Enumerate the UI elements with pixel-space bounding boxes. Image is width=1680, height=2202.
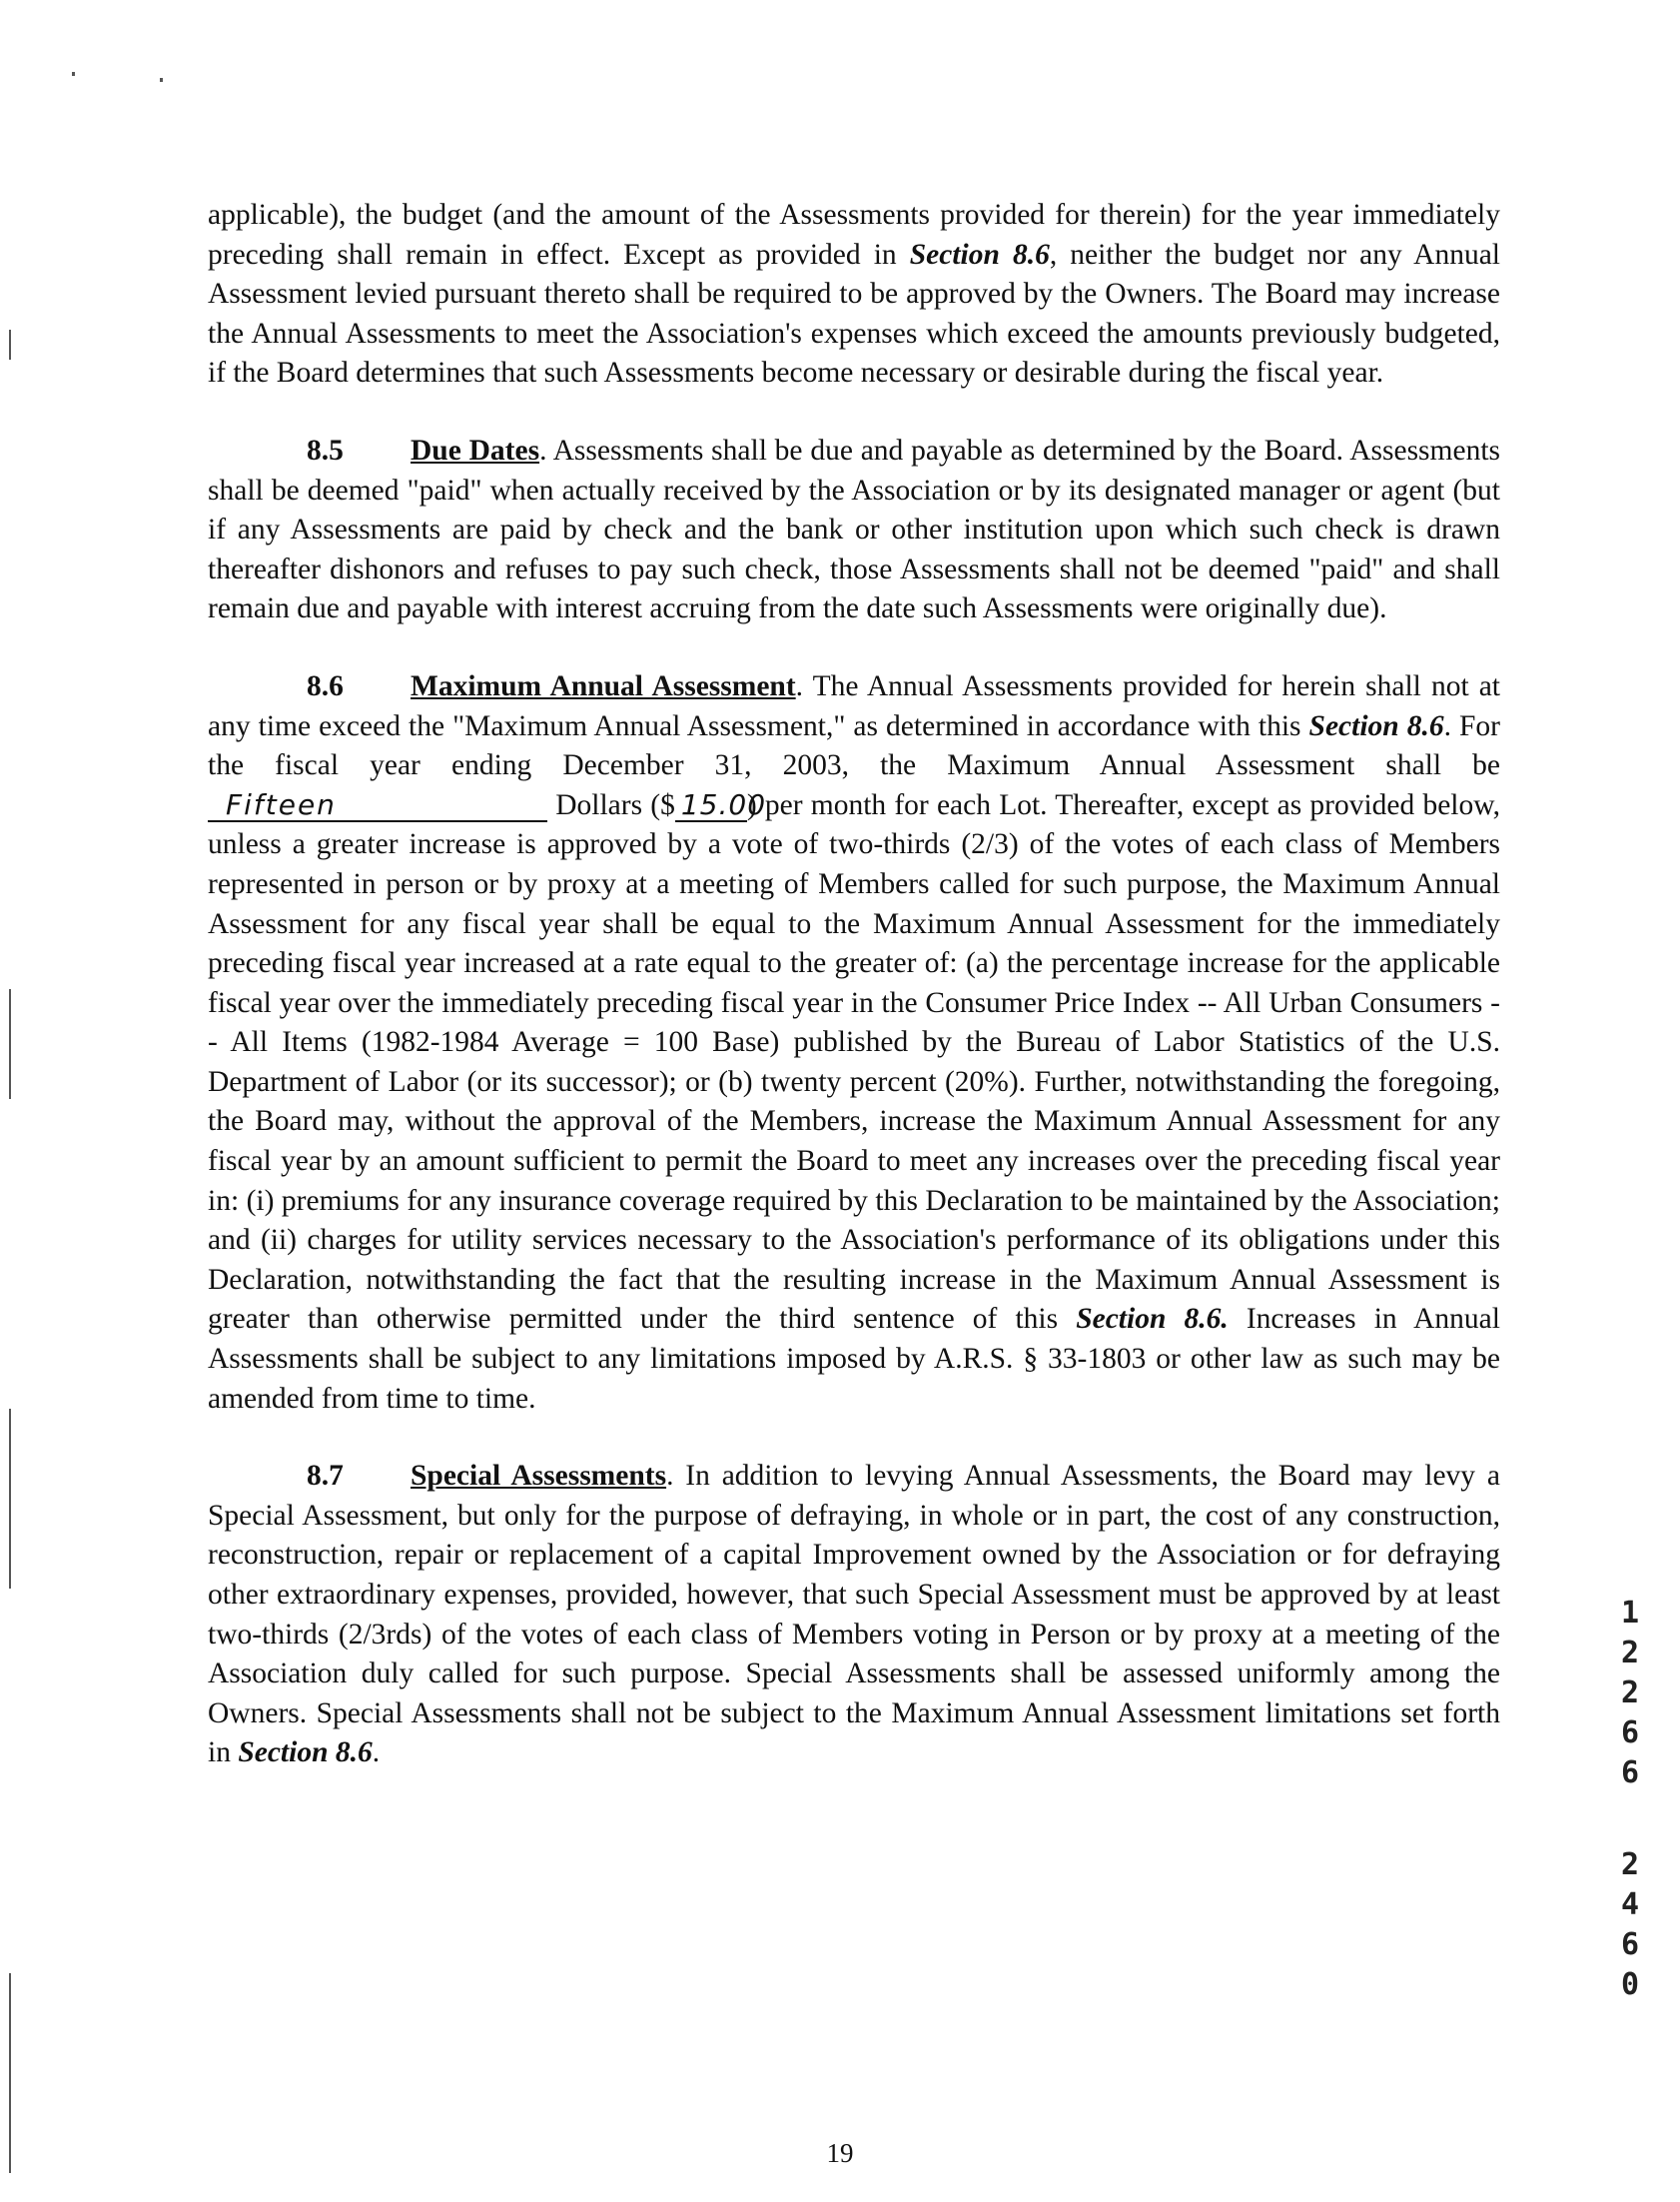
stamp-digit: 2	[1620, 1636, 1640, 1670]
section-number: 8.5	[307, 434, 344, 467]
handwritten-words: Fifteen	[226, 787, 337, 821]
scan-artifact	[72, 72, 75, 76]
section-reference: Section 8.6	[909, 238, 1050, 271]
stamp-digit: 6	[1620, 1755, 1640, 1790]
section-number: 8.6	[307, 669, 344, 702]
scan-artifact	[9, 989, 11, 1099]
scan-artifact	[160, 78, 163, 82]
page-number: 19	[826, 2138, 854, 2168]
stamp-digit: 4	[1620, 1887, 1640, 1922]
paragraph-continuation	[208, 196, 1500, 394]
text-run: Dollars ($	[547, 788, 675, 821]
stamp-digit: 6	[1620, 1927, 1640, 1962]
recording-number-stamp	[1610, 1594, 1650, 2005]
text-run: .	[372, 1736, 381, 1769]
handwritten-amount: 15.00	[680, 787, 767, 821]
section-number: 8.7	[307, 1460, 344, 1493]
stamp-digit: 1	[1620, 1596, 1640, 1631]
text-run: . Assessments shall be due and payable as determined by the Board. Assessments shall be deemed "paid" when actually received by the Association or by its designated manager or agent (but if any Assessments are paid by check and the bank or other institution upon which such check is drawn thereafter dishonors and refuses to pay such check, those Assessments shall not be deemed "paid" and shall remain due and payable with interest accruing from the date such Assessments were originally due).	[208, 434, 1501, 625]
section-8-5	[208, 432, 1500, 629]
scan-artifact	[9, 330, 11, 360]
section-heading: Special Assessments	[411, 1460, 667, 1493]
fill-in-amount-number	[675, 787, 767, 822]
section-heading: Maximum Annual Assessment	[411, 669, 796, 702]
text-run: applicable), the budget (and the amount of the Assessments provided for therein) for the year immediately preceding shall remain in effect. Except as provided in	[208, 199, 1500, 271]
section-reference: Section 8.6	[1308, 709, 1444, 742]
section-8-6	[208, 667, 1500, 1419]
text-run: . The Annual Assessments provided for herein shall not at any time exceed the "Maximum Annual Assessment," as determined in accordance with this	[208, 669, 1500, 742]
stamp-digit: 0	[1620, 1967, 1640, 2002]
stamp-digit: 6	[1620, 1715, 1640, 1750]
stamp-digit: 2	[1620, 1847, 1640, 1882]
stamp-gap	[1610, 1793, 1650, 1845]
section-reference: Section 8.6.	[1076, 1303, 1229, 1336]
document-body	[208, 196, 1500, 1773]
text-run: ) per month for each Lot. Thereafter, except as provided below, unless a greater increase is approved by a vote of two-thirds (2/3) of the votes of each class of Members represented in person or by proxy at a meeting of Members called for such purpose, the Maximum Annual Assessment for any fiscal year shall be equal to the Maximum Annual Assessment for the immediately preceding fiscal year increased at a rate equal to the greater of: (a) the percentage increase for the applicable fiscal year over the immediately preceding fiscal year in the Consumer Price Index -- All Urban Consumers -- All Items (1982-1984 Average = 100 Base) published by the Bureau of Labor Statistics of the U.S. Department of Labor (or its successor); or (b) twenty percent (20%). Further, notwithstanding the foregoing, the Board may, without the approval of the Members, increase the Maximum Annual Assessment for any fiscal year by an amount sufficient to permit the Board to meet any increases over the preceding fiscal year in: (i) premiums for any insurance coverage required by this Declaration to be maintained by the Association; and (ii) charges for utility services necessary to the Association's performance of its obligations under this Declaration, notwithstanding the fact that the resulting increase in the Maximum Annual Assessment is greater than otherwise permitted under the third sentence of this	[208, 788, 1501, 1336]
scan-artifact	[9, 1409, 11, 1589]
section-8-7	[208, 1457, 1500, 1773]
fill-in-amount-words	[208, 787, 547, 822]
stamp-digit: 2	[1620, 1675, 1640, 1710]
text-run: . For the fiscal year ending December 31, 2003, the Maximum Annual Assessment shall be	[208, 709, 1500, 782]
section-heading: Due Dates	[411, 434, 540, 467]
section-reference: Section 8.6	[238, 1736, 373, 1769]
text-run: Increases in Annual Assessments shall be subject to any limitations imposed by A.R.S. § 33-1803 or other law as such may be amended from time to time.	[208, 1303, 1500, 1415]
text-run: . In addition to levying Annual Assessments, the Board may levy a Special Assessment, but only for the purpose of defraying, in whole or in part, the cost of any construction, reconstruction, repair or replacement of a capital Improvement owned by the Association or for defraying other extraordinary expenses, provided, however, that such Special Assessment must be approved by at least two-thirds (2/3rds) of the votes of each class of Members voting in Person or by proxy at a meeting of the Association duly called for such purpose. Special Assessments shall be assessed uniformly among the Owners. Special Assessments shall not be subject to the Maximum Annual Assessment limitations set forth in	[208, 1460, 1500, 1769]
text-run: , neither the budget nor any Annual Assessment levied pursuant thereto shall be required to be approved by the Owners. The Board may increase the Annual Assessments to meet the Association's expenses which exceed the amounts previously budgeted, if the Board determines that such Assessments become necessary or desirable during the fiscal year.	[208, 238, 1500, 390]
